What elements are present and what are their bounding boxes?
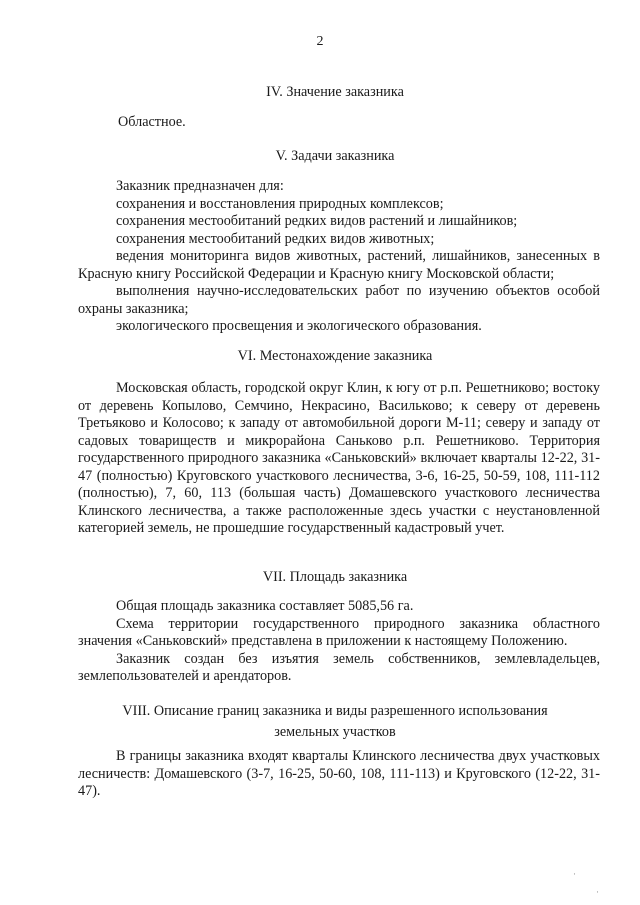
section-5-heading: V. Задачи заказника: [275, 148, 395, 164]
section-7-heading: VII. Площадь заказника: [262, 569, 408, 585]
section-7-area: Общая площадь заказника составляет 5085,56 га.: [116, 598, 414, 614]
section-8-body: [78, 748, 600, 801]
section-7-scheme: Схема территории государственного природного заказника областного значения «Саньковский» представлена в приложении к настоящему Положению.: [78, 615, 600, 649]
scan-speck: ·: [573, 869, 576, 879]
section-7-body: [78, 598, 600, 686]
section-5-item: сохранения и восстановления природных комплексов;: [116, 195, 444, 212]
section-5-item: экологического просвещения и экологического образования.: [116, 318, 482, 334]
section-5-item: ведения мониторинга видов животных, растений, лишайников, занесенных в Красную книгу Российской Федерации и Красную книгу Московской области;: [78, 248, 600, 282]
section-6-text: Московская область, городской округ Клин, к югу от р.п. Решетниково; востоку от деревень Копылово, Семчино, Некрасино, Васильково; к северу от деревень Третьяково и Колосово; к западу от автомобильной дороги М-11; северу и западу от садовых товариществ и микрорайона Саньково р.п. Решетниково. Территория государственного природного заказника «Саньковский» включает кварталы 12-22, 31-47 (полностью) Круговского участкового лесничества, 3-6, 16-25, 50-59, 108, 111-112 (полностью), 7, 60, 113 (большая часть) Домашевского участкового лесничества Клинского лесничества, а также расположенные здесь участки с неустановленной категорией земель, не прошедшие государственный кадастровый учет.: [78, 380, 600, 536]
section-5-item: сохранения местообитаний редких видов растений и лишайников;: [116, 213, 518, 229]
section-6-heading: VI. Местонахождение заказника: [237, 348, 433, 364]
section-5-intro: Заказник предназначен для:: [116, 178, 284, 194]
section-8-heading-line1: VIII. Описание границ заказника и виды разрешенного использования: [122, 703, 548, 719]
section-6-body: [78, 380, 600, 538]
section-4-value: Областное.: [118, 114, 186, 130]
section-5-list: [78, 178, 600, 336]
section-5-item: сохранения местообитаний редких видов животных;: [116, 230, 435, 247]
scan-speck: ·: [596, 887, 599, 897]
section-7-creation: Заказник создан без изъятия земель собственников, землевладельцев, землепользователей и арендаторов.: [78, 650, 600, 684]
section-8-heading: [70, 703, 600, 741]
section-4-heading: IV. Значение заказника: [266, 84, 404, 100]
section-8-heading-line2: земельных участков: [274, 723, 396, 740]
page-number: 2: [316, 34, 324, 49]
section-5-item: выполнения научно-исследовательских работ по изучению объектов особой охраны заказника;: [78, 283, 600, 317]
section-8-text: В границы заказника входят кварталы Клинского лесничества двух участковых лесничеств: Домашевского (3-7, 16-25, 50-60, 108, 111-113) и Круговского (12-22, 31-47).: [78, 748, 600, 799]
section-4-text: [118, 114, 598, 132]
